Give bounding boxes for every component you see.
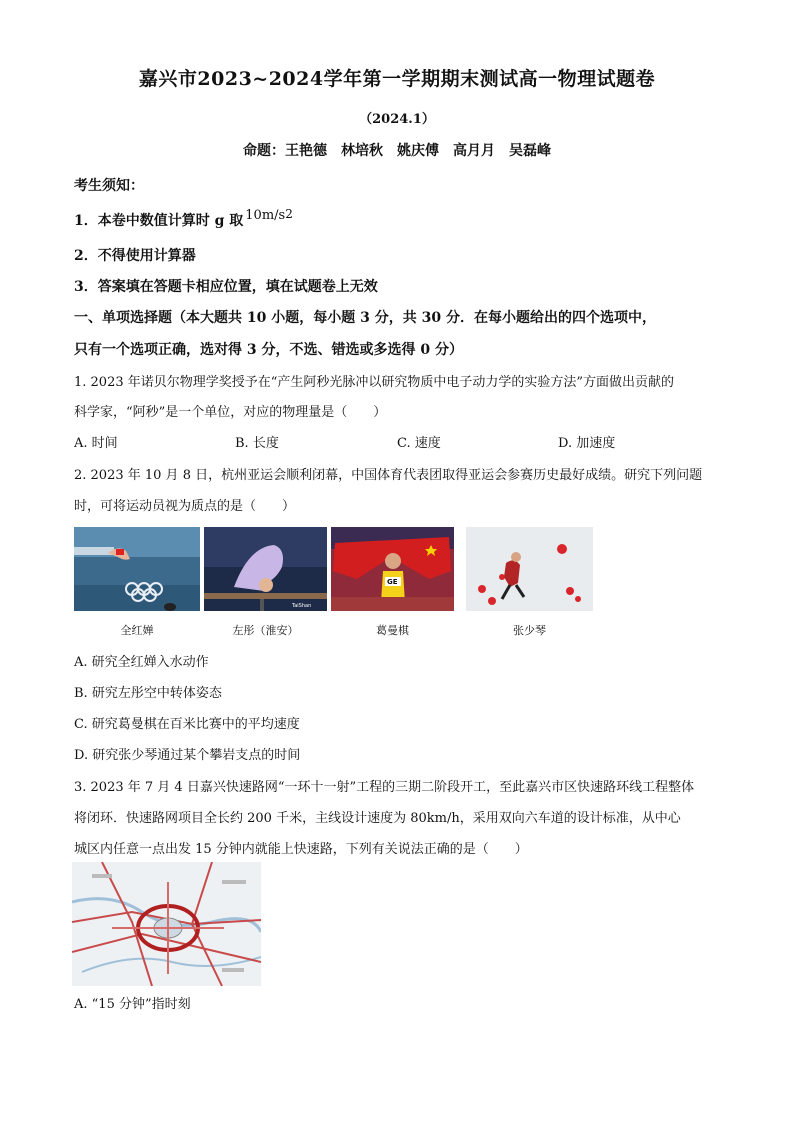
notice-item-3: 3．答案填在答题卡相应位置，填在试题卷上无效 [74, 279, 378, 295]
exam-authors: 命题：王艳德 林培秋 姚庆傅 高月月 吴磊峰 [243, 143, 551, 159]
q1-option-c: C. 速度 [397, 436, 441, 451]
photo-gymnast-brand: TaiShan [292, 603, 312, 609]
notice-item-1-text: 1．本卷中数值计算时 g 取 [74, 213, 244, 229]
notice-item-1-sup: 2 [285, 207, 293, 221]
jiaxing-road-map [72, 862, 261, 986]
photo-runner [331, 527, 454, 611]
q1-option-a: A. 时间 [74, 436, 118, 451]
section-1-line-1: 一、单项选择题（本大题共 10 小题，每小题 3 分，共 30 分．在每小题给出的四个选项中， [74, 310, 656, 326]
caption-climber: 张少琴 [513, 624, 546, 637]
photo-diver [74, 527, 200, 611]
section-1-line-2: 只有一个选项正确，选对得 3 分，不选、错选或多选得 0 分） [74, 342, 463, 358]
q2-option-d: D. 研究张少琴通过某个攀岩支点的时间 [74, 748, 301, 763]
q1-option-d: D. 加速度 [558, 436, 616, 451]
q2-line-2: 时，可将运动员视为质点的是（ ） [74, 499, 296, 514]
q2-option-b: B. 研究左彤空中转体姿态 [74, 686, 222, 701]
notice-item-1-unit: 10m/s [245, 208, 286, 223]
q3-line-2: 将闭环．快速路网项目全长约 200 千米，主线设计速度为 80km/h，采用双向六车道的设计标准，从中心 [74, 811, 681, 826]
q1-line-2: 科学家，“阿秒”是一个单位，对应的物理量是（ ） [74, 405, 387, 420]
notice-heading: 考生须知： [74, 178, 144, 194]
notice-item-1 [74, 207, 293, 230]
page-title: 嘉兴市2023~2024学年第一学期期末测试高一物理试题卷 [138, 68, 656, 90]
q1-line-1: 1. 2023 年诺贝尔物理学奖授予在“产生阿秒光脉冲以研究物质中电子动力学的实验方法”方面做出贡献的 [74, 375, 675, 390]
q1-option-b: B. 长度 [235, 436, 279, 451]
caption-diver: 全红婵 [120, 624, 154, 637]
q2-option-c: C. 研究葛曼棋在百米比赛中的平均速度 [74, 717, 300, 732]
q2-line-1: 2. 2023 年 10 月 8 日，杭州亚运会顺利闭幕，中国体育代表团取得亚运会参赛历史最好成绩。研究下列问题 [74, 468, 703, 483]
q3-line-3: 城区内任意一点出发 15 分钟内就能上快速路，下列有关说法正确的是（ ） [74, 842, 528, 857]
caption-runner: 葛曼棋 [376, 624, 409, 637]
photo-climber [466, 527, 593, 611]
exam-date: （2024.1） [359, 112, 435, 127]
q3-line-1: 3. 2023 年 7 月 4 日嘉兴快速路网“一环十一射”工程的三期二阶段开工，至此嘉兴市区快速路环线工程整体 [74, 780, 695, 795]
caption-gymnast: 左彤（淮安） [232, 624, 299, 637]
notice-item-2: 2．不得使用计算器 [74, 248, 196, 264]
photo-runner-bib: GE [387, 578, 398, 586]
q2-option-a: A. 研究全红婵入水动作 [74, 655, 209, 670]
q3-option-a: A. “15 分钟”指时刻 [74, 997, 191, 1012]
photo-gymnast [204, 527, 327, 611]
